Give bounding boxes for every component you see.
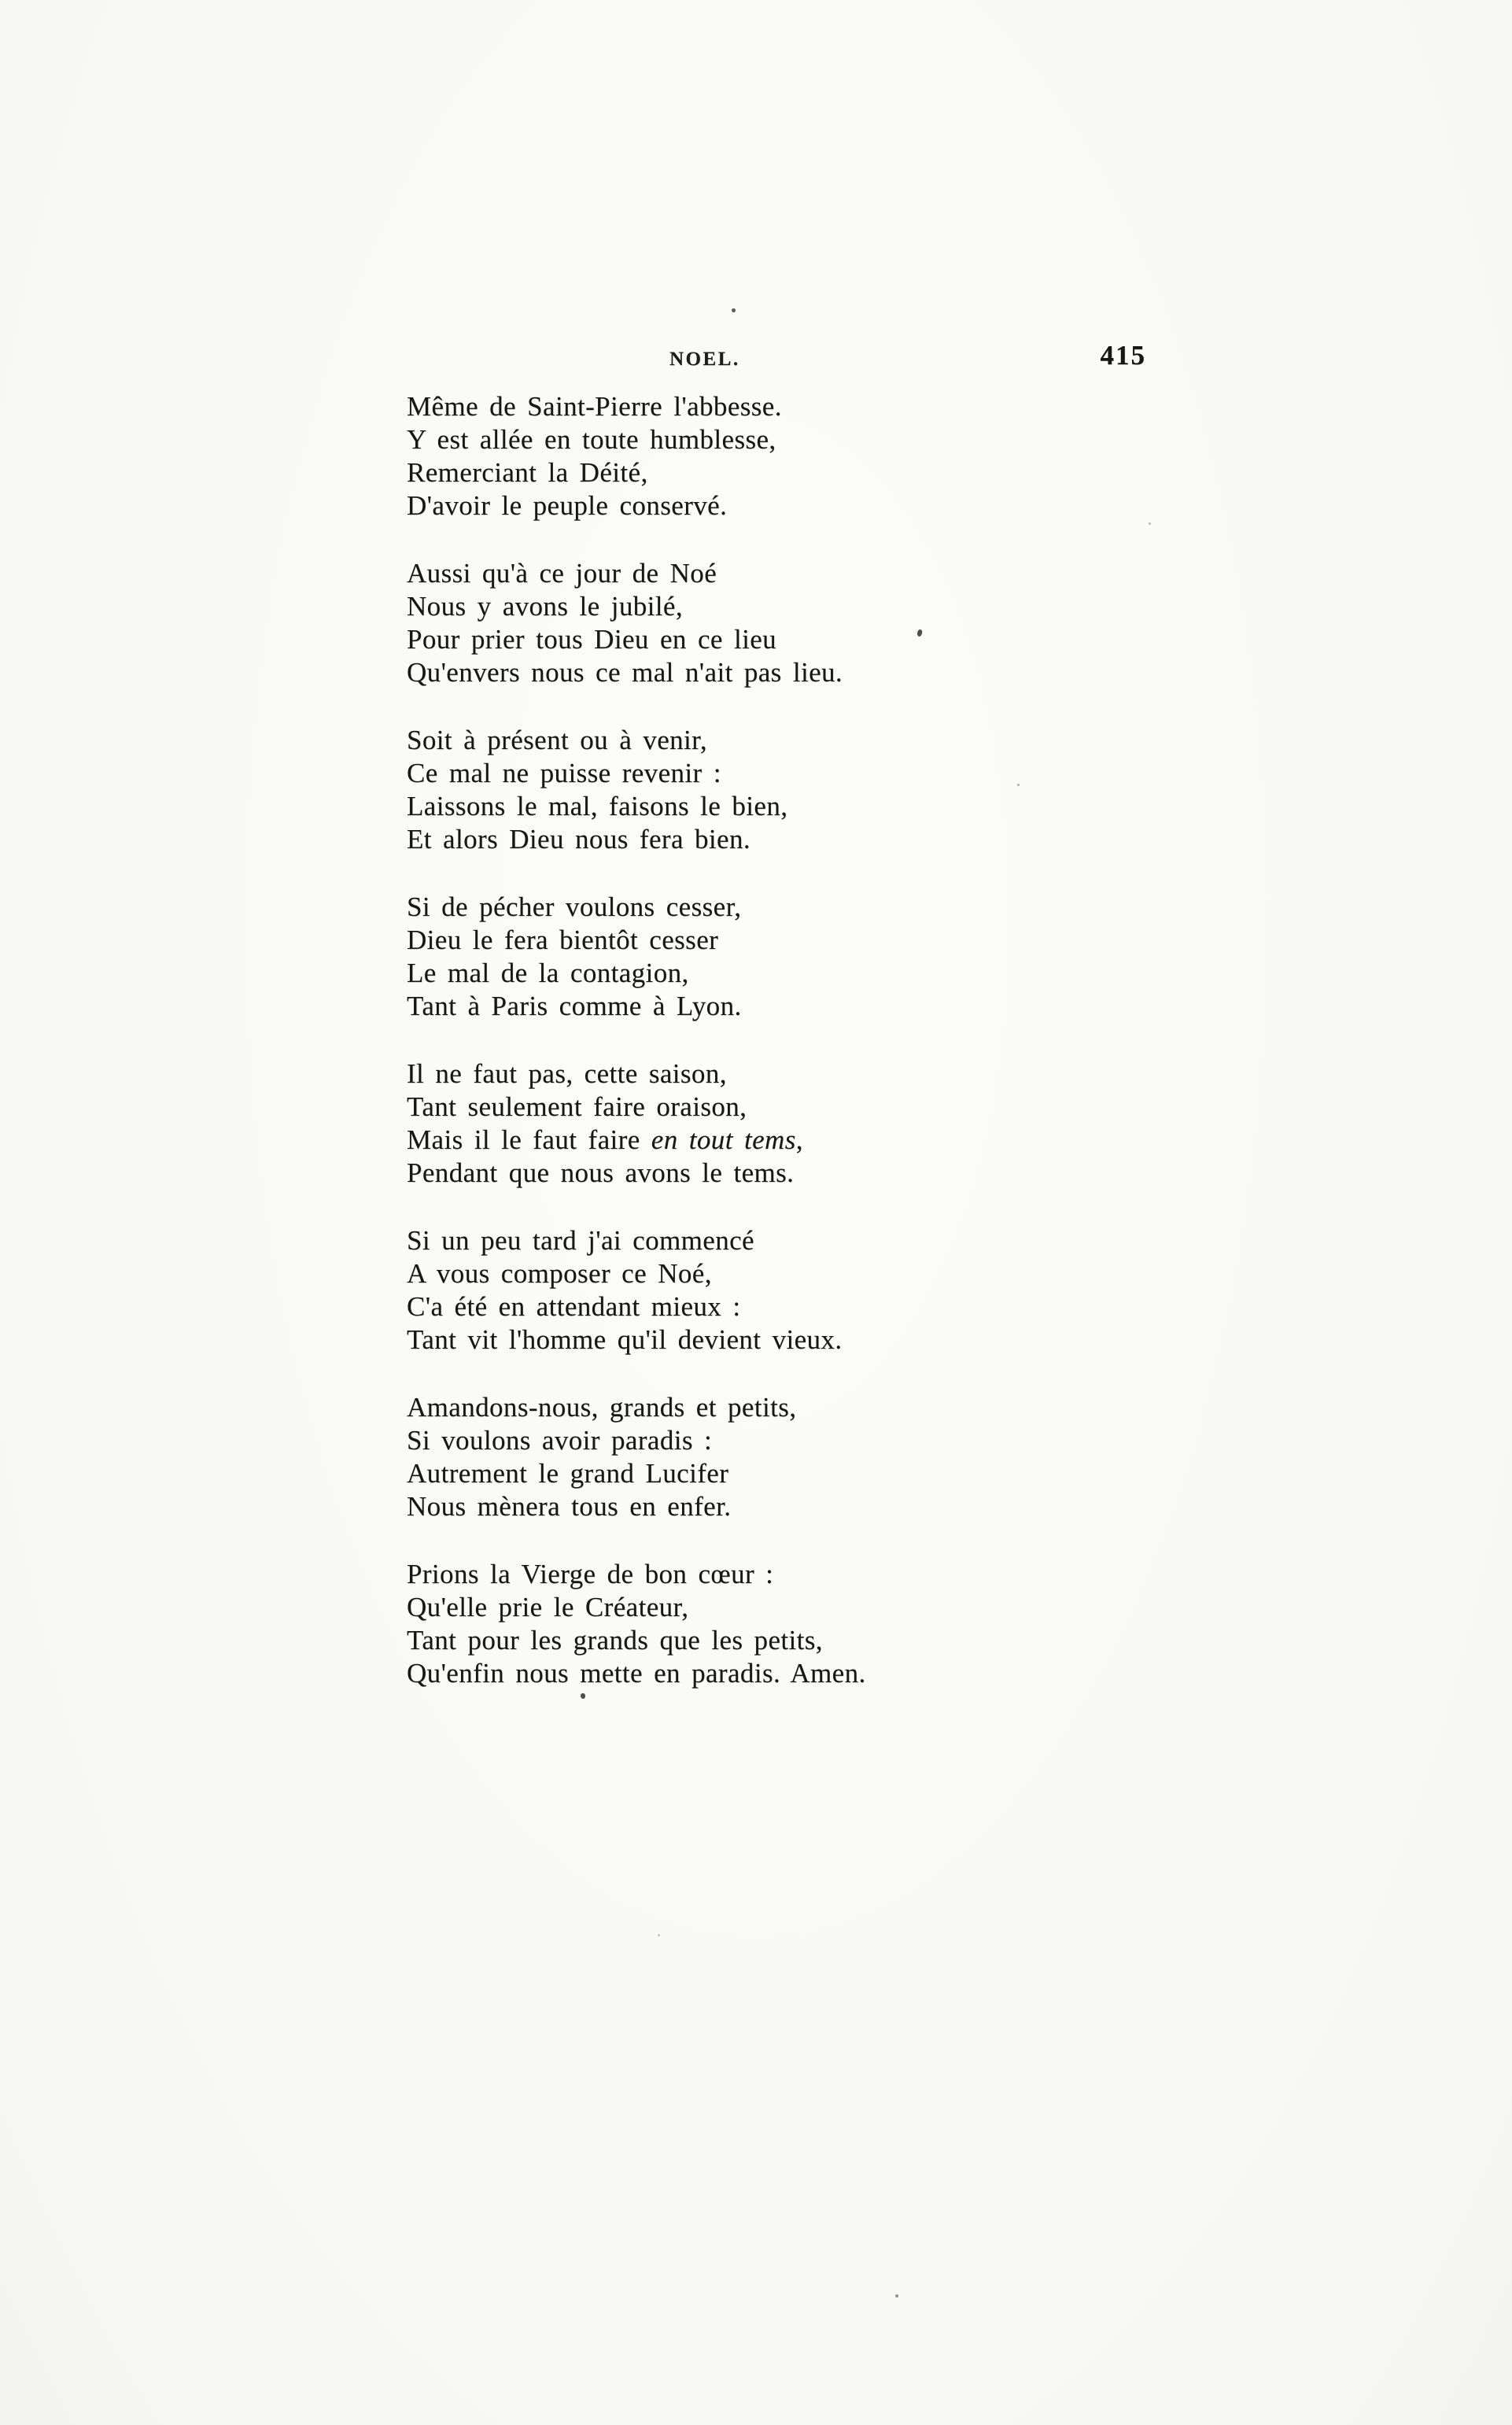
- poem-line: Si de pécher voulons cesser,: [407, 891, 742, 922]
- poem-line-text: Mais il le faut faire: [407, 1124, 651, 1155]
- poem-line: A vous composer ce Noé,: [407, 1258, 712, 1289]
- scan-speckle: [895, 2294, 898, 2298]
- poem-line: Pour prier tous Dieu en ce lieu: [407, 624, 777, 655]
- poem-line: Tant seulement faire oraison,: [407, 1091, 747, 1122]
- poem-body: [407, 390, 1036, 1725]
- stanza-7: [407, 1391, 1036, 1523]
- poem-line: Aussi qu'à ce jour de Noé: [407, 558, 717, 589]
- page-title: NOEL.: [669, 349, 740, 370]
- poem-line: Qu'enfin nous mette en paradis. Amen.: [407, 1658, 866, 1689]
- poem-line: Si un peu tard j'ai commencé: [407, 1225, 754, 1256]
- poem-line: D'avoir le peuple conservé.: [407, 490, 728, 521]
- poem-line: Amandons-nous, grands et petits,: [407, 1392, 797, 1423]
- scan-speckle: [658, 1934, 660, 1936]
- poem-line: Remerciant la Déité,: [407, 457, 648, 488]
- poem-line: Y est allée en toute humblesse,: [407, 424, 776, 455]
- poem-line: Qu'elle prie le Créateur,: [407, 1592, 689, 1622]
- scan-speckle: [1149, 522, 1151, 525]
- poem-line: Qu'envers nous ce mal n'ait pas lieu.: [407, 657, 843, 688]
- poem-line-text: ,: [795, 1124, 803, 1155]
- poem-line: Dieu le fera bientôt cesser: [407, 925, 719, 955]
- stanza-1: [407, 390, 1036, 522]
- running-header: [405, 340, 1152, 378]
- scan-speckle: [732, 308, 736, 312]
- poem-line-emphasis: en tout tems: [651, 1124, 796, 1155]
- stanza-8: [407, 1558, 1036, 1690]
- poem-line: Tant vit l'homme qu'il devient vieux.: [407, 1324, 843, 1355]
- page-number: 415: [1100, 340, 1146, 371]
- poem-line: C'a été en attendant mieux :: [407, 1291, 741, 1322]
- poem-line: Nous mènera tous en enfer.: [407, 1491, 732, 1522]
- poem-line: Si voulons avoir paradis :: [407, 1425, 713, 1456]
- poem-line: Soit à présent ou à venir,: [407, 725, 707, 755]
- poem-line: Nous y avons le jubilé,: [407, 591, 683, 622]
- poem-line: Pendant que nous avons le tems.: [407, 1157, 795, 1188]
- poem-line: Tant pour les grands que les petits,: [407, 1625, 823, 1655]
- poem-line: Autrement le grand Lucifer: [407, 1458, 729, 1489]
- poem-line: Prions la Vierge de bon cœur :: [407, 1559, 774, 1589]
- poem-line: Ce mal ne puisse revenir :: [407, 758, 721, 788]
- scan-speckle: [1017, 784, 1020, 786]
- poem-line: Et alors Dieu nous fera bien.: [407, 824, 751, 854]
- stanza-4: [407, 891, 1036, 1023]
- stanza-5: [407, 1057, 1036, 1190]
- poem-line: Il ne faut pas, cette saison,: [407, 1058, 727, 1089]
- poem-line: Même de Saint-Pierre l'abbesse.: [407, 391, 782, 422]
- poem-line: Le mal de la contagion,: [407, 958, 689, 988]
- stanza-2: [407, 557, 1036, 689]
- scan-speckle: [581, 1693, 585, 1699]
- stanza-3: [407, 724, 1036, 856]
- poem-line: [407, 1124, 1036, 1157]
- poem-line: Laissons le mal, faisons le bien,: [407, 791, 788, 821]
- stanza-6: [407, 1224, 1036, 1356]
- poem-line: Tant à Paris comme à Lyon.: [407, 991, 742, 1021]
